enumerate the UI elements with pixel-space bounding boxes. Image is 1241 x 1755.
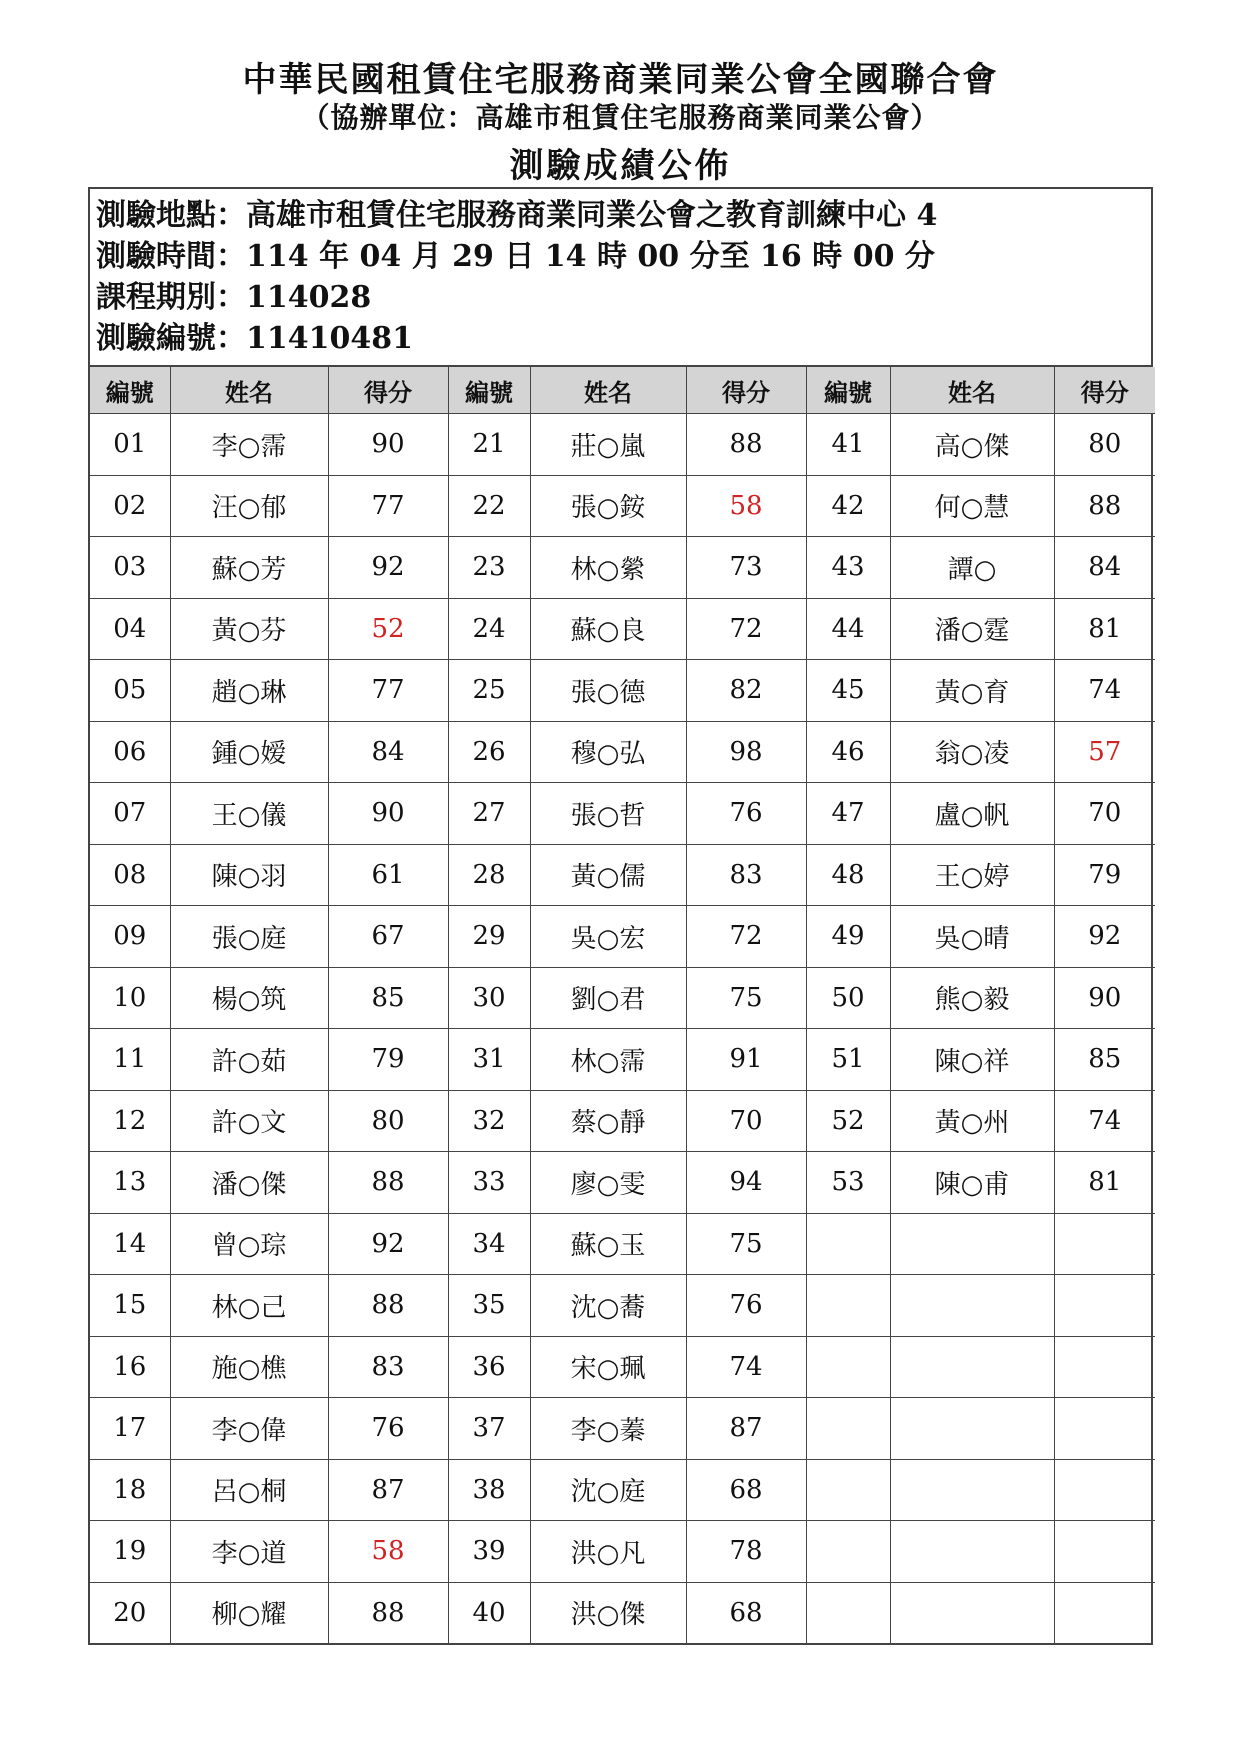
table-row [90, 598, 1155, 660]
empty-cell [806, 1398, 890, 1460]
student-number: 46 [806, 721, 890, 783]
col-header-name: 姓名 [530, 367, 686, 414]
student-number: 40 [448, 1582, 530, 1643]
table-row [90, 721, 1155, 783]
student-score: 88 [1054, 475, 1155, 537]
table-row [90, 1521, 1155, 1583]
student-number: 42 [806, 475, 890, 537]
student-score: 81 [1054, 598, 1155, 660]
exam-location: 測驗地點：高雄市租賃住宅服務商業同業公會之教育訓練中心 4 [96, 198, 938, 233]
student-score: 81 [1054, 1152, 1155, 1214]
student-number: 09 [90, 906, 170, 968]
student-score: 88 [686, 414, 806, 476]
table-row [90, 660, 1155, 722]
student-name: 李○道 [170, 1521, 328, 1583]
student-name: 潘○傑 [170, 1152, 328, 1214]
student-name: 鍾○嫒 [170, 721, 328, 783]
student-number: 10 [90, 967, 170, 1029]
col-header-name: 姓名 [170, 367, 328, 414]
student-number: 53 [806, 1152, 890, 1214]
student-score: 92 [328, 537, 448, 599]
student-name: 王○婷 [890, 844, 1054, 906]
student-name: 施○樵 [170, 1336, 328, 1398]
student-name: 高○傑 [890, 414, 1054, 476]
col-header-score: 得分 [328, 367, 448, 414]
empty-cell [890, 1582, 1054, 1643]
student-number: 08 [90, 844, 170, 906]
empty-cell [890, 1521, 1054, 1583]
student-name: 劉○君 [530, 967, 686, 1029]
student-score: 73 [686, 537, 806, 599]
student-score: 83 [328, 1336, 448, 1398]
student-number: 22 [448, 475, 530, 537]
empty-cell [1054, 1275, 1155, 1337]
student-name: 呂○桐 [170, 1459, 328, 1521]
student-number: 12 [90, 1090, 170, 1152]
table-row [90, 414, 1155, 476]
student-number: 05 [90, 660, 170, 722]
student-score: 52 [328, 598, 448, 660]
student-name: 廖○雯 [530, 1152, 686, 1214]
student-score: 88 [328, 1275, 448, 1337]
student-number: 39 [448, 1521, 530, 1583]
table-row [90, 967, 1155, 1029]
student-score: 91 [686, 1029, 806, 1091]
student-name: 沈○蕎 [530, 1275, 686, 1337]
student-name: 潘○霆 [890, 598, 1054, 660]
empty-cell [806, 1213, 890, 1275]
student-name: 許○茹 [170, 1029, 328, 1091]
student-name: 蘇○芳 [170, 537, 328, 599]
table-row [90, 1398, 1155, 1460]
student-name: 宋○珮 [530, 1336, 686, 1398]
student-score: 57 [1054, 721, 1155, 783]
col-header-no: 編號 [448, 367, 530, 414]
empty-cell [806, 1459, 890, 1521]
exam-info [90, 189, 1151, 367]
score-table [90, 367, 1155, 1643]
student-name: 黃○芬 [170, 598, 328, 660]
table-row [90, 1029, 1155, 1091]
student-name: 張○銨 [530, 475, 686, 537]
student-score: 76 [328, 1398, 448, 1460]
table-row [90, 1336, 1155, 1398]
student-score: 58 [328, 1521, 448, 1583]
student-number: 36 [448, 1336, 530, 1398]
student-number: 19 [90, 1521, 170, 1583]
student-number: 52 [806, 1090, 890, 1152]
empty-cell [890, 1336, 1054, 1398]
student-name: 沈○庭 [530, 1459, 686, 1521]
student-number: 02 [90, 475, 170, 537]
empty-cell [1054, 1459, 1155, 1521]
student-name: 蘇○玉 [530, 1213, 686, 1275]
student-score: 85 [328, 967, 448, 1029]
student-number: 27 [448, 783, 530, 845]
student-score: 82 [686, 660, 806, 722]
student-name: 蘇○良 [530, 598, 686, 660]
student-number: 48 [806, 844, 890, 906]
table-row [90, 1213, 1155, 1275]
student-score: 76 [686, 783, 806, 845]
student-name: 林○己 [170, 1275, 328, 1337]
exam-time: 測驗時間：114 年 04 月 29 日 14 時 00 分至 16 時 00 分 [96, 239, 935, 274]
table-row [90, 475, 1155, 537]
col-header-name: 姓名 [890, 367, 1054, 414]
empty-cell [806, 1336, 890, 1398]
student-name: 黃○育 [890, 660, 1054, 722]
student-number: 20 [90, 1582, 170, 1643]
col-header-score: 得分 [1054, 367, 1155, 414]
empty-cell [1054, 1521, 1155, 1583]
student-name: 林○縈 [530, 537, 686, 599]
student-score: 68 [686, 1582, 806, 1643]
student-name: 熊○毅 [890, 967, 1054, 1029]
student-score: 61 [328, 844, 448, 906]
student-name: 張○哲 [530, 783, 686, 845]
student-name: 陳○甫 [890, 1152, 1054, 1214]
student-number: 24 [448, 598, 530, 660]
student-name: 王○儀 [170, 783, 328, 845]
page-subtitle: 測驗成績公佈 [509, 146, 732, 186]
table-row [90, 1152, 1155, 1214]
student-number: 04 [90, 598, 170, 660]
student-name: 李○霈 [170, 414, 328, 476]
student-number: 06 [90, 721, 170, 783]
student-score: 80 [328, 1090, 448, 1152]
student-score: 74 [1054, 1090, 1155, 1152]
score-sheet [88, 187, 1153, 1645]
student-score: 90 [328, 414, 448, 476]
student-score: 83 [686, 844, 806, 906]
student-name: 黃○州 [890, 1090, 1054, 1152]
student-score: 79 [328, 1029, 448, 1091]
student-name: 穆○弘 [530, 721, 686, 783]
student-score: 94 [686, 1152, 806, 1214]
table-row [90, 537, 1155, 599]
student-number: 50 [806, 967, 890, 1029]
student-number: 38 [448, 1459, 530, 1521]
student-number: 17 [90, 1398, 170, 1460]
student-number: 41 [806, 414, 890, 476]
student-number: 34 [448, 1213, 530, 1275]
student-score: 72 [686, 598, 806, 660]
student-number: 33 [448, 1152, 530, 1214]
student-score: 84 [328, 721, 448, 783]
student-name: 李○蓁 [530, 1398, 686, 1460]
student-number: 14 [90, 1213, 170, 1275]
student-score: 68 [686, 1459, 806, 1521]
student-name: 陳○羽 [170, 844, 328, 906]
student-name: 譚○ [890, 537, 1054, 599]
empty-cell [806, 1582, 890, 1643]
student-name: 莊○嵐 [530, 414, 686, 476]
col-header-no: 編號 [806, 367, 890, 414]
student-score: 75 [686, 967, 806, 1029]
student-number: 16 [90, 1336, 170, 1398]
page-title: 中華民國租賃住宅服務商業同業公會全國聯合會 [242, 60, 999, 100]
student-score: 70 [1054, 783, 1155, 845]
student-number: 01 [90, 414, 170, 476]
student-number: 51 [806, 1029, 890, 1091]
table-row [90, 783, 1155, 845]
student-number: 23 [448, 537, 530, 599]
student-number: 29 [448, 906, 530, 968]
student-name: 洪○傑 [530, 1582, 686, 1643]
student-number: 43 [806, 537, 890, 599]
student-score: 90 [328, 783, 448, 845]
student-name: 翁○凌 [890, 721, 1054, 783]
student-name: 蔡○靜 [530, 1090, 686, 1152]
student-name: 何○慧 [890, 475, 1054, 537]
student-name: 吳○晴 [890, 906, 1054, 968]
student-score: 67 [328, 906, 448, 968]
empty-cell [890, 1213, 1054, 1275]
student-number: 28 [448, 844, 530, 906]
course-period: 課程期別：114028 [96, 280, 372, 315]
student-name: 林○霈 [530, 1029, 686, 1091]
table-row [90, 844, 1155, 906]
organizer-line: （協辦單位：高雄市租賃住宅服務商業同業公會） [301, 101, 940, 134]
empty-cell [1054, 1213, 1155, 1275]
student-score: 78 [686, 1521, 806, 1583]
student-score: 98 [686, 721, 806, 783]
student-number: 31 [448, 1029, 530, 1091]
student-score: 79 [1054, 844, 1155, 906]
student-number: 11 [90, 1029, 170, 1091]
student-number: 03 [90, 537, 170, 599]
student-name: 陳○祥 [890, 1029, 1054, 1091]
table-header-row [90, 367, 1155, 414]
student-number: 30 [448, 967, 530, 1029]
student-number: 26 [448, 721, 530, 783]
student-score: 74 [1054, 660, 1155, 722]
student-number: 25 [448, 660, 530, 722]
empty-cell [1054, 1582, 1155, 1643]
student-name: 汪○郁 [170, 475, 328, 537]
student-name: 楊○筑 [170, 967, 328, 1029]
student-name: 柳○耀 [170, 1582, 328, 1643]
student-name: 洪○凡 [530, 1521, 686, 1583]
empty-cell [1054, 1398, 1155, 1460]
student-score: 87 [328, 1459, 448, 1521]
student-number: 21 [448, 414, 530, 476]
student-number: 32 [448, 1090, 530, 1152]
student-name: 盧○帆 [890, 783, 1054, 845]
empty-cell [890, 1459, 1054, 1521]
table-row [90, 1459, 1155, 1521]
empty-cell [806, 1275, 890, 1337]
col-header-score: 得分 [686, 367, 806, 414]
student-name: 趙○琳 [170, 660, 328, 722]
student-name: 張○德 [530, 660, 686, 722]
empty-cell [806, 1521, 890, 1583]
student-name: 張○庭 [170, 906, 328, 968]
student-score: 92 [328, 1213, 448, 1275]
student-number: 49 [806, 906, 890, 968]
student-score: 75 [686, 1213, 806, 1275]
student-number: 07 [90, 783, 170, 845]
student-number: 47 [806, 783, 890, 845]
student-name: 吳○宏 [530, 906, 686, 968]
student-score: 88 [328, 1582, 448, 1643]
exam-number: 測驗編號：11410481 [96, 321, 413, 356]
student-name: 許○文 [170, 1090, 328, 1152]
student-score: 92 [1054, 906, 1155, 968]
student-number: 18 [90, 1459, 170, 1521]
table-row [90, 1582, 1155, 1643]
student-name: 黃○儒 [530, 844, 686, 906]
student-number: 13 [90, 1152, 170, 1214]
student-number: 15 [90, 1275, 170, 1337]
student-score: 76 [686, 1275, 806, 1337]
student-score: 85 [1054, 1029, 1155, 1091]
col-header-no: 編號 [90, 367, 170, 414]
table-row [90, 906, 1155, 968]
table-row [90, 1275, 1155, 1337]
student-score: 84 [1054, 537, 1155, 599]
student-name: 李○偉 [170, 1398, 328, 1460]
empty-cell [890, 1275, 1054, 1337]
score-table-body [90, 414, 1155, 1644]
empty-cell [1054, 1336, 1155, 1398]
student-score: 74 [686, 1336, 806, 1398]
student-number: 45 [806, 660, 890, 722]
student-score: 90 [1054, 967, 1155, 1029]
student-score: 77 [328, 660, 448, 722]
student-score: 58 [686, 475, 806, 537]
student-name: 曾○琮 [170, 1213, 328, 1275]
student-score: 88 [328, 1152, 448, 1214]
student-score: 87 [686, 1398, 806, 1460]
empty-cell [890, 1398, 1054, 1460]
student-number: 37 [448, 1398, 530, 1460]
student-score: 70 [686, 1090, 806, 1152]
student-score: 72 [686, 906, 806, 968]
student-score: 77 [328, 475, 448, 537]
student-number: 35 [448, 1275, 530, 1337]
student-number: 44 [806, 598, 890, 660]
student-score: 80 [1054, 414, 1155, 476]
table-row [90, 1090, 1155, 1152]
